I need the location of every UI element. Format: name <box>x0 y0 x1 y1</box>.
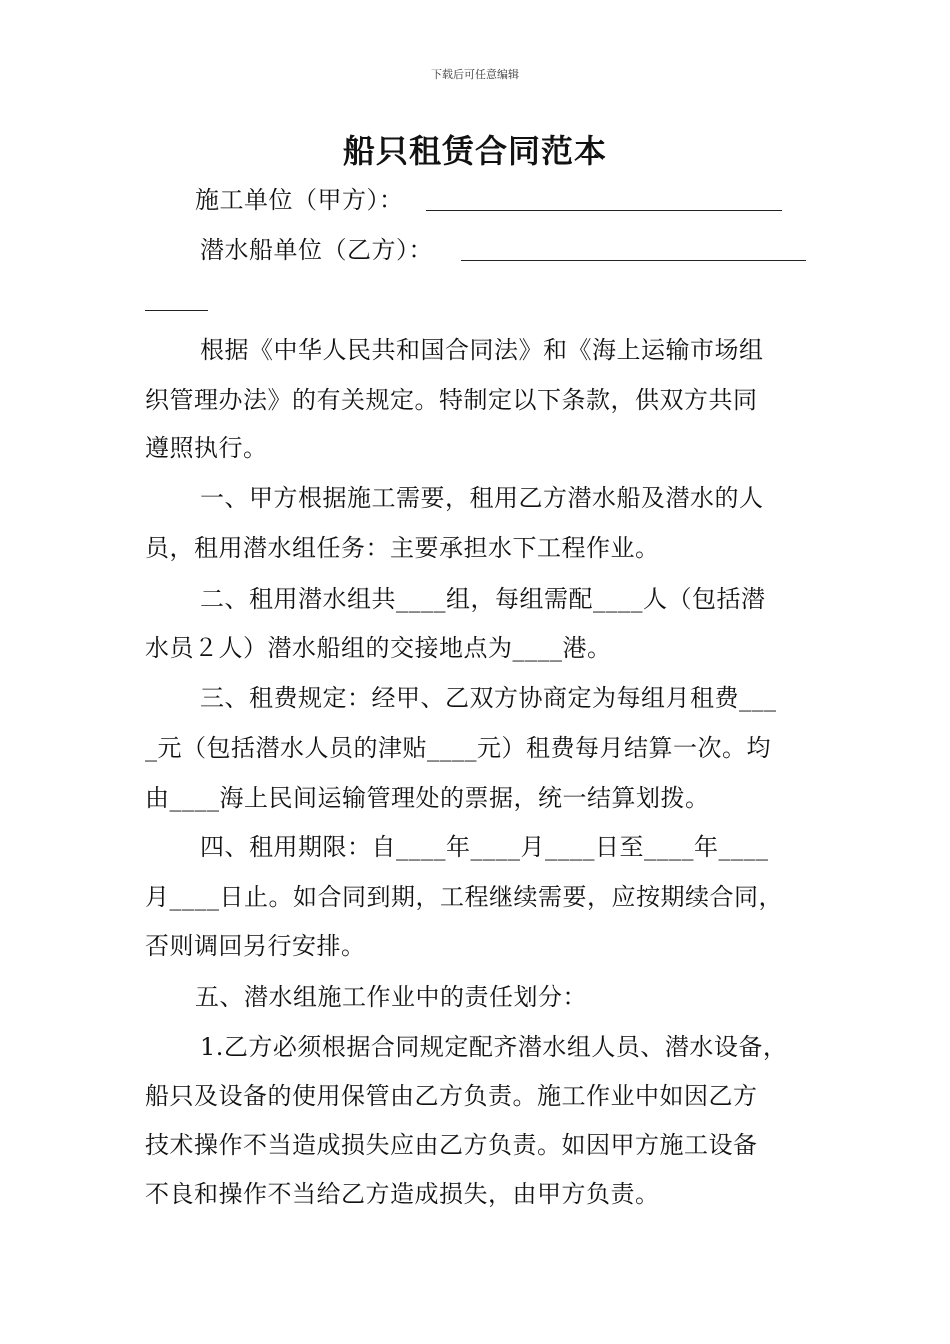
clause-5-item-line: 不良和操作不当给乙方造成损失，由甲方负责。 <box>145 1180 660 1208</box>
clause-4-line: 月____日止。如合同到期，工程继续需要，应按期续合同， <box>145 883 783 911</box>
clause-5-item-line: 技术操作不当造成损失应由乙方负责。如因甲方施工设备 <box>145 1131 758 1159</box>
header-note: 下载后可任意编辑 <box>431 68 519 81</box>
page-title: 船只租赁合同范本 <box>342 132 607 170</box>
clause-1-line: 员，租用潜水组任务：主要承担水下工程作业。 <box>145 534 660 562</box>
clause-4-line: 四、租用期限：自____年____月____日至____年____ <box>200 833 769 861</box>
clause-2-line: 二、租用潜水组共____组，每组需配____人（包括潜 <box>200 585 766 613</box>
clause-4-line: 否则调回另行安排。 <box>145 932 366 960</box>
clause-3-line: _元（包括潜水人员的津贴____元）租费每月结算一次。均 <box>145 734 771 762</box>
paragraph-line: 遵照执行。 <box>145 434 268 462</box>
clause-5-item-line: 船只及设备的使用保管由乙方负责。施工作业中如因乙方 <box>145 1082 758 1110</box>
party-b-label: 潜水船单位（乙方）： <box>200 236 433 264</box>
clause-3-line: 由____海上民间运输管理处的票据，统一结算划拨。 <box>145 784 710 812</box>
paragraph-line: 根据《中华人民共和国合同法》和《海上运输市场组 <box>200 336 764 364</box>
paragraph-line: 织管理办法》的有关规定。特制定以下条款，供双方共同 <box>145 386 758 414</box>
party-b-blank <box>461 260 806 261</box>
clause-1-line: 一、甲方根据施工需要，租用乙方潜水船及潜水的人 <box>200 484 764 512</box>
clause-5-heading: 五、潜水组施工作业中的责任划分： <box>195 983 587 1011</box>
party-a-blank <box>426 210 782 211</box>
clause-2-line: 水员２人）潜水船组的交接地点为____港。 <box>145 634 612 662</box>
clause-3-line: 三、租费规定：经甲、乙双方协商定为每组月租费___ <box>200 684 777 712</box>
party-a-label: 施工单位（甲方）： <box>195 186 404 214</box>
party-b-blank-continued <box>145 310 208 311</box>
clause-5-item-line: 1.乙方必须根据合同规定配齐潜水组人员、潜水设备， <box>200 1033 788 1061</box>
